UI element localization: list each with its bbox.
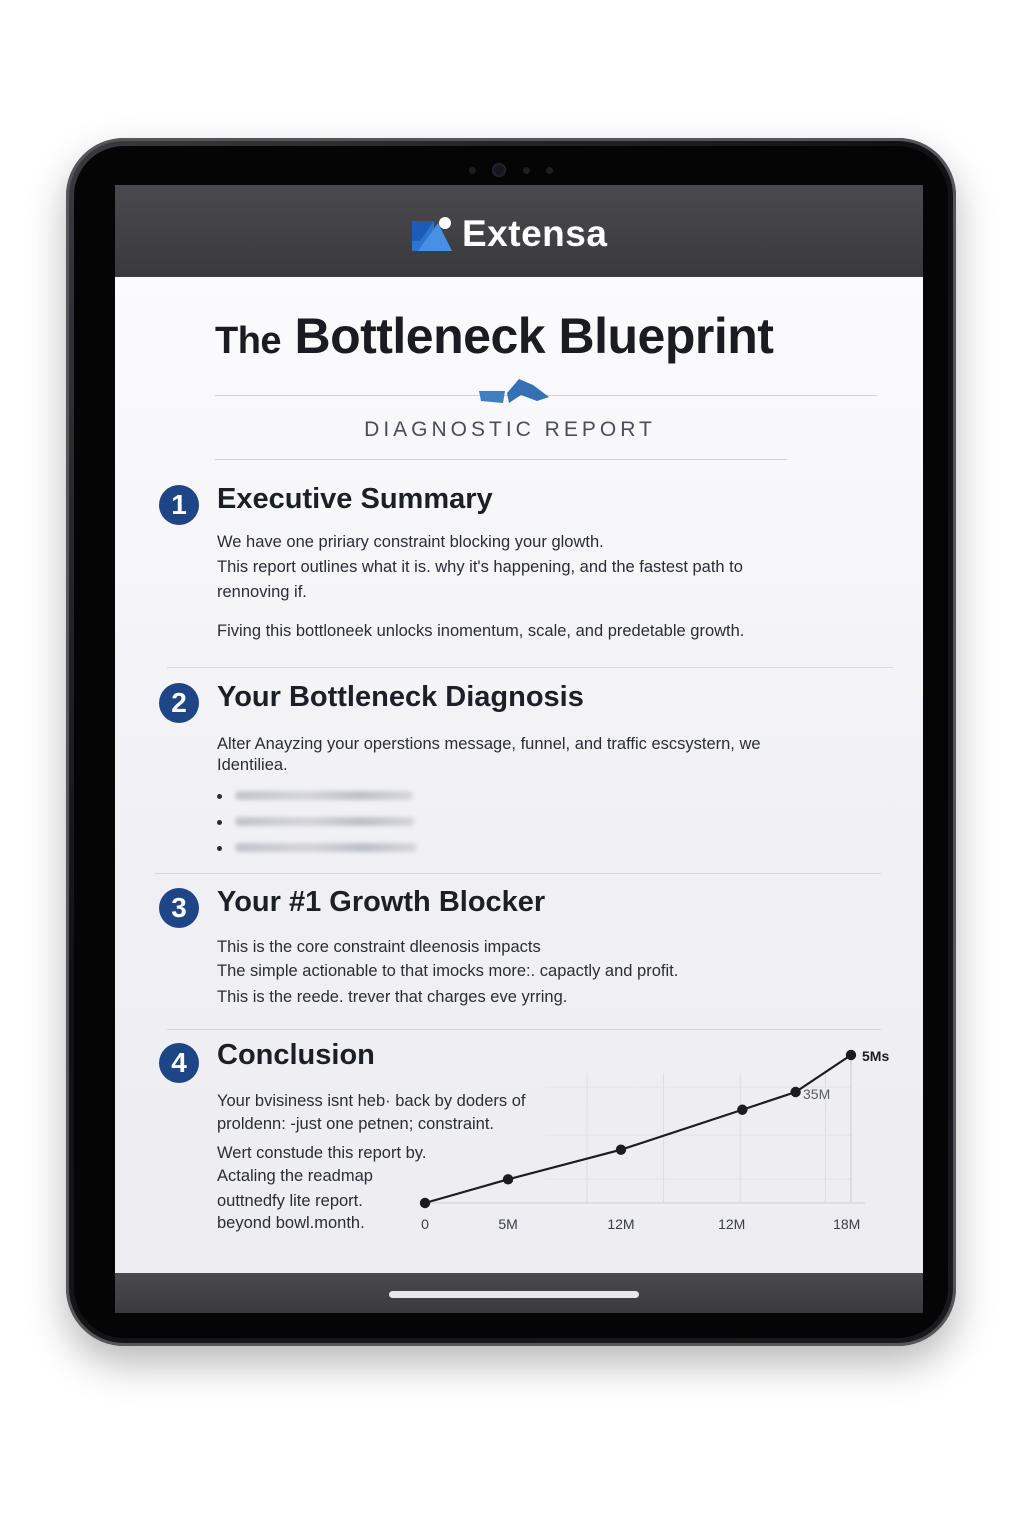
- chart-x-tick-label: 12M: [607, 1216, 635, 1232]
- section-divider: [167, 1029, 881, 1030]
- tablet-device: [66, 138, 956, 1346]
- bullet-dot: [217, 846, 222, 851]
- section-text: beyond bowl.month.: [217, 1214, 365, 1232]
- ornament-icon: [477, 377, 557, 409]
- header-bar: [115, 185, 923, 278]
- section-text: This is the core constraint dleenosis impacts: [217, 938, 541, 956]
- section-text: Identiliea.: [217, 756, 288, 774]
- chart-x-tick-label: 5M: [498, 1216, 518, 1232]
- report-subtitle: DIAGNOSTIC REPORT: [364, 418, 656, 441]
- bullet-dot: [217, 794, 222, 799]
- section-title: Conclusion: [217, 1039, 375, 1071]
- chart-point: [790, 1087, 800, 1097]
- chart-series-line: [425, 1055, 851, 1203]
- section-number-badge: 2: [159, 683, 199, 723]
- section-text: We have one pririary constraint blocking your glowth.: [217, 533, 604, 551]
- section-title: Your Bottleneck Diagnosis: [217, 681, 584, 713]
- growth-chart: [405, 1043, 890, 1243]
- redacted-item: [235, 791, 413, 800]
- home-indicator[interactable]: [389, 1291, 639, 1298]
- section-number-badge: 3: [159, 888, 199, 928]
- report-page: [115, 277, 923, 1273]
- section-divider: [167, 667, 893, 668]
- camera-array: [74, 160, 948, 180]
- redacted-item: [235, 843, 417, 852]
- logo-mark-icon: [412, 217, 452, 251]
- chart-point: [616, 1145, 626, 1155]
- section-title: Executive Summary: [217, 483, 493, 515]
- bottom-bar: [115, 1273, 923, 1313]
- section-number-badge: 1: [159, 485, 199, 525]
- report-title: [215, 307, 773, 365]
- section-text: outtnedfy lite report.: [217, 1192, 363, 1210]
- tablet-bezel: [74, 146, 948, 1338]
- screen: [115, 185, 923, 1313]
- chart-x-tick-label: 12M: [718, 1216, 746, 1232]
- chart-annotation: 5Ms: [862, 1048, 890, 1064]
- chart-x-tick-label: 18M: [833, 1216, 861, 1232]
- sensor-dot: [546, 167, 553, 174]
- subtitle-divider: [215, 459, 787, 460]
- sensor-dot: [523, 167, 530, 174]
- chart-annotation: 35M: [803, 1086, 831, 1102]
- section-text: proldenn: -just one petnen; constraint.: [217, 1115, 495, 1133]
- section-text: This report outlines what it is. why it's happening, and the fastest path to: [217, 558, 743, 576]
- chart-x-tick-label: 0: [421, 1216, 429, 1232]
- chart-point: [503, 1174, 513, 1184]
- brand-name: Extensa: [462, 213, 608, 254]
- section-divider: [155, 873, 881, 874]
- section-text: The simple actionable to that imocks more:. capactly and profit.: [217, 962, 679, 980]
- section-text: Actaling the readmap: [217, 1167, 373, 1185]
- chart-point: [420, 1198, 430, 1208]
- redacted-item: [235, 817, 415, 826]
- section-text: rennoving if.: [217, 583, 307, 601]
- section-text: Wert constude this report by.: [217, 1144, 427, 1162]
- section-title: Your #1 Growth Blocker: [217, 886, 546, 918]
- section-text: Alter Anayzing your operstions message, funnel, and traffic escsystern, we: [217, 735, 761, 753]
- section-text: Fiving this bottloneek unlocks inomentum, scale, and predetable growth.: [217, 622, 745, 640]
- section-text: Your bvisiness isnt heb· back by doders of: [217, 1092, 526, 1110]
- bullet-dot: [217, 820, 222, 825]
- sensor-dot: [469, 167, 476, 174]
- section-number-badge: 4: [159, 1043, 199, 1083]
- chart-point: [846, 1050, 856, 1060]
- chart-point: [737, 1105, 747, 1115]
- report-title-prefix: The: [215, 320, 282, 362]
- front-camera-icon: [492, 163, 506, 177]
- report-title-main: Bottleneck Blueprint: [294, 308, 774, 364]
- section-text: This is the reede. trever that charges eve yrring.: [217, 988, 568, 1006]
